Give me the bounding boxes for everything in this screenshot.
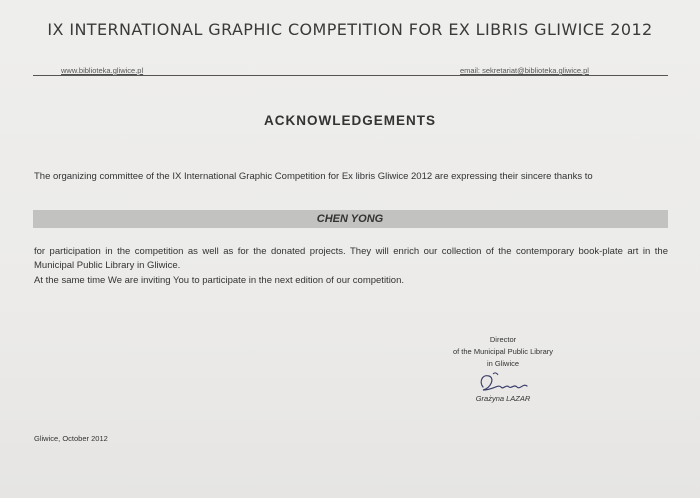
header-divider bbox=[33, 75, 668, 76]
email-link[interactable]: email: sekretariat@biblioteka.gliwice.pl bbox=[460, 66, 589, 75]
signatory-name: Grażyna LAZAR bbox=[475, 394, 531, 403]
signatory-city: in Gliwice bbox=[486, 359, 520, 368]
place-and-date: Gliwice, October 2012 bbox=[34, 434, 108, 443]
website-link[interactable]: www.biblioteka.gliwice.pl bbox=[61, 66, 144, 75]
signatory-title: Director bbox=[489, 335, 517, 344]
acknowledgements-heading: ACKNOWLEDGEMENTS bbox=[264, 113, 436, 128]
intro-paragraph: The organizing committee of the IX International Graphic Competition for Ex libris Gliwice 2012 are expressing their sincere thanks to bbox=[34, 171, 593, 182]
recipient-name: CHEN YONG bbox=[316, 213, 384, 225]
invitation-paragraph: At the same time We are inviting You to participate in the next edition of our competition. bbox=[34, 275, 405, 286]
handwritten-signature bbox=[473, 370, 535, 396]
signatory-institution: of the Municipal Public Library bbox=[452, 347, 554, 356]
signatory-block bbox=[418, 334, 588, 370]
body-paragraph: for participation in the competition as well as for the donated projects. They will enrich our collection of the contemporary book-plate art in the Municipal Public Library in Gliwice. bbox=[34, 246, 668, 271]
competition-title: IX INTERNATIONAL GRAPHIC COMPETITION FOR EX LIBRIS GLIWICE 2012 bbox=[47, 20, 653, 39]
